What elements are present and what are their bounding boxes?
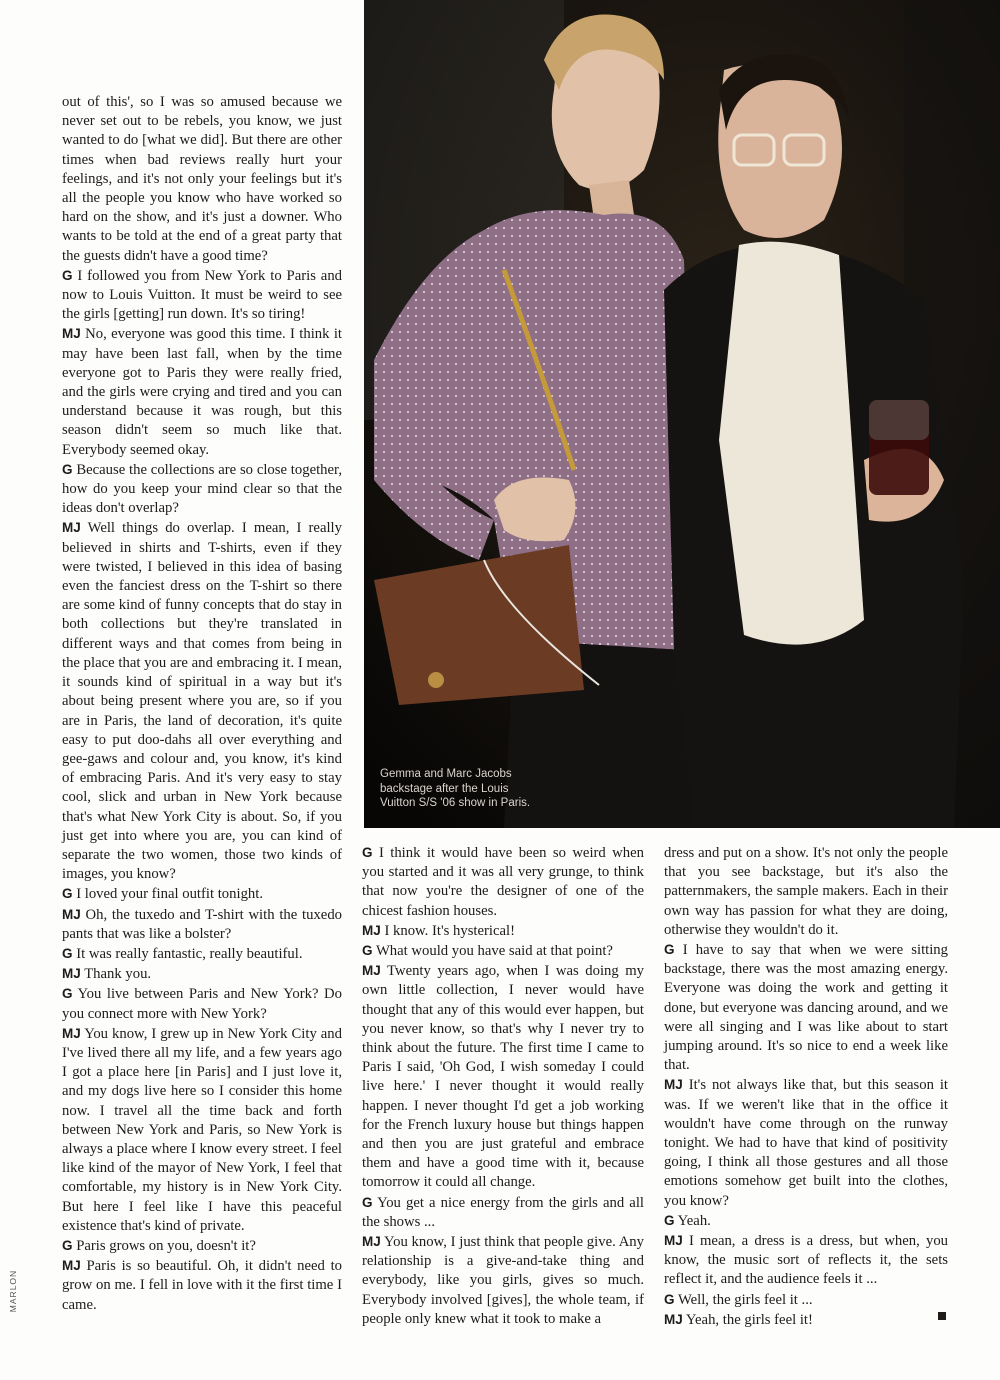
paragraph-text: You know, I grew up in New York City and I've lived there all my life, and a few years ago I got a place here [in Paris] and I just love it, and my dogs live here so I consider this home now. I travel all the time back and forth between New York and Paris, so New York is always a place where I know every street. I feel like kind of the mayor of New York, I feel that comfortable, my history is in New York City. But here I feel like I have this peaceful existence that's kind of private. [62,1025,342,1234]
speaker-label: MJ [362,922,381,938]
paragraph-text: Thank you. [84,966,152,983]
speaker-label: MJ [62,966,81,982]
column-1 [62,92,342,1315]
speaker-label: G [62,461,73,477]
interview-paragraph [62,324,342,459]
interview-paragraph [362,941,644,961]
interview-paragraph [362,1193,644,1232]
column-3 [664,843,948,1330]
speaker-label: G [62,1237,73,1253]
paragraph-text: I mean, a dress is a dress, but when, you know, the music sort of reflects it, the sets reflect it, and the audience feels it ... [664,1233,949,1288]
interview-paragraph [62,1256,342,1315]
speaker-label: MJ [664,1233,683,1249]
paragraph-text: You know, I just think that people give. Any relationship is a give-and-take thing and everybody, like you girls, gives so much. Everybody involved [gives], the whole team, if people only knew what it took to make a [362,1234,644,1327]
interview-paragraph [664,843,948,940]
caption-line: Gemma and Marc Jacobs [380,768,512,780]
paragraph-text: Twenty years ago, when I was doing my own little collection, I never would have thought that any of this would ever happen, but you never know, so that's why I never try to think about the future. The first time I came to Paris I said, 'Oh God, I wish someday I could live here.' I never thought it would really happen. I never thought I'd get a job working for the French luxury house but things happen and then you are just grateful and embrace them and have a good time with it, because tomorrow it could all change. [362,963,644,1191]
paragraph-text: Paris grows on you, doesn't it? [76,1237,256,1254]
paragraph-text: I followed you from New York to Paris and now to Louis Vuitton. It must be weird to see the girls [getting] run down. It's so tiring! [62,267,343,323]
paragraph-text: Oh, the tuxedo and T-shirt with the tuxedo pants that was like a bolster? [62,906,343,942]
paragraph-text: Yeah. [677,1212,711,1229]
paragraph-text: I know. It's hysterical! [384,922,516,939]
speaker-label: G [664,1212,675,1228]
speaker-label: MJ [62,1258,81,1274]
speaker-label: MJ [62,906,81,922]
paragraph-text: Paris is so beautiful. Oh, it didn't need to grow on me. I fell in love with it the first time I came. [62,1258,343,1313]
column-2 [362,843,644,1329]
interview-paragraph [664,1290,948,1310]
paragraph-text: What would you have said at that point? [375,943,613,960]
interview-paragraph [664,1075,948,1210]
interview-paragraph [362,843,644,921]
paragraph-text: Because the collections are so close together, how do you keep your mind clear so that the ideas don't overlap? [62,461,343,517]
paragraph-text: Well, the girls feel it ... [677,1291,813,1308]
interview-paragraph [62,905,342,944]
speaker-label: G [62,986,73,1002]
interview-paragraph [62,92,342,266]
speaker-label: G [664,1291,675,1307]
folio-label: MARLON [8,1269,19,1313]
paragraph-text: dress and put on a show. It's not only the people that you see backstage, but it's also the patternmakers, the sample makers. Each in their own way has passion for what they are doing, otherwise they wouldn't do it. [664,845,948,938]
speaker-label: G [62,886,73,902]
speaker-label: MJ [62,520,81,536]
interview-paragraph [362,961,644,1192]
paragraph-text: You live between Paris and New York? Do you connect more with New York? [62,986,342,1022]
speaker-label: MJ [362,963,381,979]
interview-paragraph [664,1231,948,1290]
paragraph-text: You get a nice energy from the girls and all the shows ... [362,1194,644,1230]
interview-paragraph [62,944,342,964]
photo [364,0,1000,828]
speaker-label: G [664,942,675,958]
paragraph-text: Well things do overlap. I mean, I really believed in shirts and T-shirts, even if they were twisted, I believed in this idea of basing even the fanciest dress on the T-shirt so there are some kind of funny concepts that do stay in both collections but they're translated in different ways and that comes from being in the place that you are and embracing it. I mean, it sounds kind of spiritual in a way but it's about being present where you are, so if you are in Paris, the land of decoration, it's quite easy to put doo-dahs all over everything and gee-gaws and colour and, you know, it's kind of embracing Paris. And it's very easy to stay cool, slick and urban in New York because that's what New York City is about. So, if you just get into where you are, you can kind of separate the two women, those two kinds of images, you know? [62,520,342,883]
interview-paragraph [62,884,342,904]
paragraph-text: It's not always like that, but this season it was. If we weren't like that in the office it wouldn't have come through on the runway tonight. We had to have that kind of positivity going, I think all those gestures and all those emotions somehow get built into the clothes, you know? [664,1077,949,1209]
interview-paragraph [362,921,644,941]
interview-paragraph [62,1024,342,1236]
photo-gemma-marc-jacobs [364,0,1000,828]
speaker-label: MJ [62,1025,81,1041]
speaker-label: MJ [664,1311,683,1327]
interview-paragraph [62,460,342,519]
speaker-label: MJ [362,1234,381,1250]
speaker-label: G [62,945,73,961]
paragraph-text: Yeah, the girls feel it! [685,1311,813,1328]
speaker-label: MJ [62,326,81,342]
caption-line: Vuitton S/S '06 show in Paris. [380,797,531,809]
paragraph-text: No, everyone was good this time. I think it may have been last fall, when by the time everyone got to Paris they were really fried, and the girls were crying and tired and you can understand because it was rough, but this season didn't seem so much like that. Everybody seemed okay. [62,326,343,458]
speaker-label: G [62,267,73,283]
end-mark [938,1312,946,1320]
speaker-label: G [362,1194,373,1210]
paragraph-text: out of this', so I was so amused because we never set out to be rebels, you know, we just wanted to do [what we did]. But there are other times when bad reviews really hurt your feelings, and it's not only your feelings but it's all the people you know who have worked so hard on the show, and it's just a downer. Who wants to be told at the end of a great party that the guests didn't have a good time? [62,94,342,264]
caption-line: backstage after the Louis [380,782,509,795]
paragraph-text: I loved your final outfit tonight. [76,886,264,903]
interview-paragraph [62,964,342,984]
speaker-label: MJ [664,1077,683,1093]
interview-paragraph [362,1232,644,1329]
interview-paragraph [664,940,948,1075]
speaker-label: G [362,845,373,860]
interview-paragraph [664,1310,948,1330]
interview-paragraph [62,518,342,884]
photo-caption [380,767,560,811]
speaker-label: G [362,943,373,959]
interview-paragraph [62,984,342,1023]
paragraph-text: I think it would have been so weird when you started and it was all very grunge, to think that now you're the designer of one of the chicest fashion houses. [362,845,644,919]
paragraph-text: It was really fantastic, really beautiful. [76,945,303,962]
paragraph-text: I have to say that when we were sitting backstage, there was the most amazing energy. Everyone was doing the work and getting it done, but everyone was dancing around, and we were all singing and I was like about to start jumping around. It's so nice to end a week like that. [664,942,948,1074]
interview-paragraph [664,1211,948,1231]
interview-paragraph [62,1236,342,1256]
interview-paragraph [62,266,342,325]
